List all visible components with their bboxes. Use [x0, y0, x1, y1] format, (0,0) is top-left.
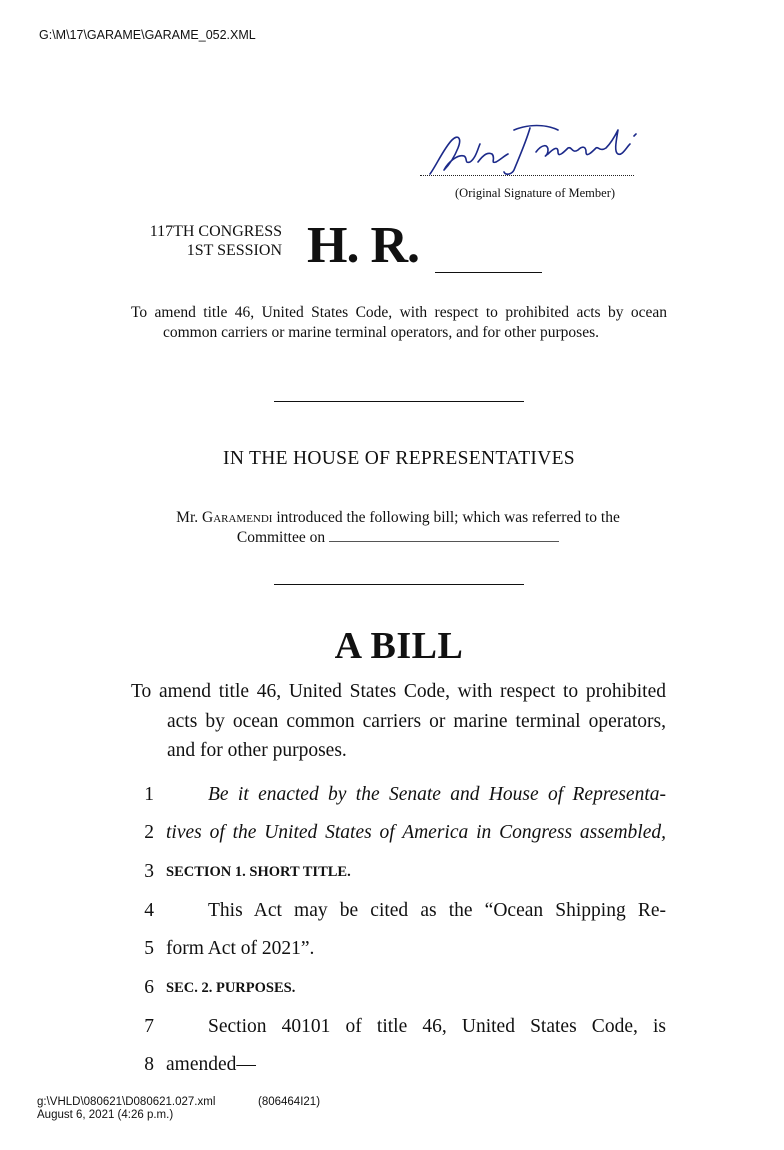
short-description [131, 303, 667, 342]
bill-number-blank [435, 272, 542, 273]
line-number: 8 [144, 1054, 154, 1075]
bill-line [0, 977, 784, 1007]
bill-line [0, 861, 784, 891]
long-title [131, 677, 666, 766]
bill-line [0, 822, 784, 852]
footer-path: g:\VHLD\080621\D080621.027.xml [37, 1096, 216, 1108]
introduction-text: introduced the following bill; which was referred to the [276, 509, 620, 526]
session-label: 1ST SESSION [186, 242, 282, 259]
long-title-text: To amend title 46, United States Code, with respect to prohibited acts by ocean common carriers or marine terminal operators, and for other purposes. [131, 681, 666, 761]
section-text: Section 40101 of title 46, United States Code, is [208, 1016, 666, 1037]
short-description-text: To amend title 46, United States Code, with respect to prohibited acts by ocean common carriers or marine terminal operators, and for other purposes. [131, 304, 667, 341]
footer-date: August 6, 2021 (4:26 p.m.) [37, 1109, 174, 1121]
chamber-heading: IN THE HOUSE OF REPRESENTATIVES [223, 448, 575, 469]
bill-line [0, 938, 784, 968]
section-heading: SECTION 1. SHORT TITLE. [166, 864, 351, 880]
footer [37, 1096, 215, 1122]
section-text: This Act may be cited as the “Ocean Shipping Re- [208, 900, 666, 921]
divider-rule [274, 401, 524, 402]
sponsor-name: Garamendi [202, 509, 273, 526]
signature-caption: (Original Signature of Member) [455, 186, 616, 200]
line-number: 3 [144, 861, 154, 882]
congress-session [128, 222, 282, 260]
line-number: 7 [144, 1016, 154, 1037]
handwritten-signature [418, 118, 648, 180]
bill-heading: A BILL [334, 625, 464, 667]
enacting-clause: tives of the United States of America in Congress assembled, [166, 822, 666, 843]
footer-code: (806464I21) [258, 1096, 321, 1108]
bill-number: H. R. [307, 217, 419, 274]
bill-line [0, 1054, 784, 1084]
bill-line [0, 1016, 784, 1046]
committee-label: Committee on [236, 529, 326, 546]
introduction [133, 508, 663, 548]
line-number: 2 [144, 822, 154, 843]
committee-blank [329, 529, 559, 542]
bill-line [0, 900, 784, 930]
signature-block [418, 118, 638, 208]
congress-label: 117TH CONGRESS [149, 223, 282, 240]
section-text: form Act of 2021”. [166, 938, 315, 959]
file-path: G:\M\17\GARAME\GARAME_052.XML [39, 28, 256, 42]
divider-rule [274, 584, 524, 585]
enacting-clause: Be it enacted by the Senate and House of Representa- [208, 784, 666, 805]
bill-line [0, 784, 784, 814]
section-heading: SEC. 2. PURPOSES. [166, 980, 296, 996]
signature-line [420, 175, 634, 176]
line-number: 1 [144, 784, 154, 805]
section-text: amended— [166, 1054, 256, 1075]
line-number: 6 [144, 977, 154, 998]
line-number: 5 [144, 938, 154, 959]
line-number: 4 [144, 900, 154, 921]
sponsor-prefix: Mr. [176, 509, 199, 526]
